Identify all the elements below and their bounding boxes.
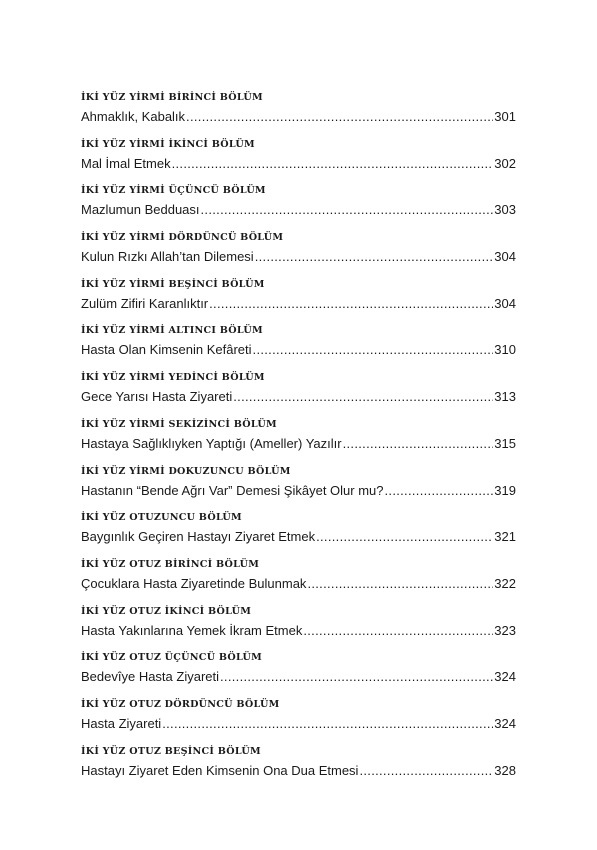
dot-leader bbox=[316, 528, 493, 545]
chapter-heading: İKİ YÜZ OTUZ İKİNCİ BÖLÜM bbox=[81, 605, 252, 617]
toc-line[interactable] bbox=[81, 388, 516, 405]
entry-title: Bedevîye Hasta Ziyareti bbox=[81, 669, 220, 685]
toc-line[interactable] bbox=[81, 575, 516, 592]
chapter-heading: İKİ YÜZ OTUZ ÜÇÜNCÜ BÖLÜM bbox=[81, 652, 262, 664]
dot-leader bbox=[385, 482, 494, 499]
entry-title: Hasta Ziyareti bbox=[81, 715, 162, 731]
toc-line[interactable] bbox=[81, 715, 516, 732]
chapter-heading: İKİ YÜZ OTUZUNCU BÖLÜM bbox=[81, 512, 242, 524]
chapter-heading: İKİ YÜZ YİRMİ İKİNCİ BÖLÜM bbox=[81, 138, 255, 150]
toc-line[interactable] bbox=[81, 435, 516, 452]
entry-title: Mazlumun Bedduası bbox=[81, 202, 200, 218]
toc-entry bbox=[81, 372, 516, 419]
page-number: 328 bbox=[494, 762, 516, 778]
chapter-heading: İKİ YÜZ OTUZ BEŞİNCİ BÖLÜM bbox=[81, 745, 261, 757]
dot-leader bbox=[359, 762, 493, 779]
page-number: 310 bbox=[494, 342, 516, 358]
page-number: 304 bbox=[494, 249, 516, 265]
entry-title: Zulüm Zifiri Karanlıktır bbox=[81, 295, 209, 311]
chapter-heading: İKİ YÜZ YİRMİ DÖRDÜNCÜ BÖLÜM bbox=[81, 232, 284, 244]
dot-leader bbox=[201, 201, 494, 218]
toc-entry bbox=[81, 325, 516, 372]
entry-title: Mal İmal Etmek bbox=[81, 155, 171, 171]
page-number: 303 bbox=[494, 202, 516, 218]
page-number: 324 bbox=[494, 669, 516, 685]
toc-line[interactable] bbox=[81, 155, 516, 172]
chapter-heading: İKİ YÜZ YİRMİ ÜÇÜNCÜ BÖLÜM bbox=[81, 185, 266, 197]
toc-entry bbox=[81, 279, 516, 326]
toc-entry bbox=[81, 746, 516, 793]
entry-title: Çocuklara Hasta Ziyaretinde Bulunmak bbox=[81, 575, 307, 591]
entry-title: Hasta Olan Kimsenin Kefâreti bbox=[81, 342, 252, 358]
toc-line[interactable] bbox=[81, 528, 516, 545]
toc-line[interactable] bbox=[81, 762, 516, 779]
toc-entry bbox=[81, 652, 516, 699]
page-number: 313 bbox=[494, 389, 516, 405]
entry-title: Hastayı Ziyaret Eden Kimsenin Ona Dua Etmesi bbox=[81, 762, 359, 778]
page-number: 315 bbox=[494, 435, 516, 451]
toc-entry bbox=[81, 419, 516, 466]
toc-line[interactable] bbox=[81, 341, 516, 358]
toc-entry bbox=[81, 606, 516, 653]
dot-leader bbox=[220, 668, 493, 685]
dot-leader bbox=[253, 341, 494, 358]
toc-entry bbox=[81, 699, 516, 746]
toc-entry bbox=[81, 92, 516, 139]
page-number: 324 bbox=[494, 715, 516, 731]
toc-line[interactable] bbox=[81, 108, 516, 125]
entry-title: Kulun Rızkı Allah’tan Dilemesi bbox=[81, 249, 254, 265]
chapter-heading: İKİ YÜZ YİRMİ YEDİNCİ BÖLÜM bbox=[81, 372, 265, 384]
entry-title: Hastanın “Bende Ağrı Var” Demesi Şikâyet Olur mu? bbox=[81, 482, 384, 498]
entry-title: Gece Yarısı Hasta Ziyareti bbox=[81, 389, 233, 405]
toc-entry bbox=[81, 466, 516, 513]
chapter-heading: İKİ YÜZ OTUZ DÖRDÜNCÜ BÖLÜM bbox=[81, 698, 280, 710]
page-number: 321 bbox=[494, 529, 516, 545]
toc-entry bbox=[81, 559, 516, 606]
toc-line[interactable] bbox=[81, 622, 516, 639]
table-of-contents bbox=[81, 92, 516, 792]
toc-entry bbox=[81, 139, 516, 186]
dot-leader bbox=[343, 435, 494, 452]
dot-leader bbox=[162, 715, 493, 732]
toc-entry bbox=[81, 232, 516, 279]
chapter-heading: İKİ YÜZ YİRMİ DOKUZUNCU BÖLÜM bbox=[81, 465, 291, 477]
chapter-heading: İKİ YÜZ OTUZ BİRİNCİ BÖLÜM bbox=[81, 558, 260, 570]
toc-line[interactable] bbox=[81, 482, 516, 499]
page-number: 319 bbox=[494, 482, 516, 498]
page-number: 322 bbox=[494, 575, 516, 591]
toc-line[interactable] bbox=[81, 668, 516, 685]
dot-leader bbox=[233, 388, 493, 405]
toc-line[interactable] bbox=[81, 201, 516, 218]
chapter-heading: İKİ YÜZ YİRMİ BEŞİNCİ BÖLÜM bbox=[81, 278, 265, 290]
dot-leader bbox=[307, 575, 493, 592]
toc-entry bbox=[81, 185, 516, 232]
dot-leader bbox=[255, 248, 494, 265]
page-number: 301 bbox=[494, 109, 516, 124]
entry-title: Hasta Yakınlarına Yemek İkram Etmek bbox=[81, 622, 303, 638]
entry-title: Hastaya Sağlıklıyken Yaptığı (Ameller) Yazılır bbox=[81, 435, 342, 451]
toc-line[interactable] bbox=[81, 248, 516, 265]
toc-entry bbox=[81, 512, 516, 559]
page-number: 304 bbox=[494, 295, 516, 311]
chapter-heading: İKİ YÜZ YİRMİ BİRİNCİ BÖLÜM bbox=[81, 92, 263, 103]
dot-leader bbox=[172, 155, 494, 172]
chapter-heading: İKİ YÜZ YİRMİ SEKİZİNCİ BÖLÜM bbox=[81, 418, 277, 430]
entry-title: Ahmaklık, Kabalık bbox=[81, 109, 186, 124]
page-number: 323 bbox=[494, 622, 516, 638]
chapter-heading: İKİ YÜZ YİRMİ ALTINCI BÖLÜM bbox=[81, 325, 263, 337]
dot-leader bbox=[209, 295, 493, 312]
dot-leader bbox=[186, 108, 493, 125]
dot-leader bbox=[303, 622, 493, 639]
entry-title: Baygınlık Geçiren Hastayı Ziyaret Etmek bbox=[81, 529, 316, 545]
page-number: 302 bbox=[494, 155, 516, 171]
toc-line[interactable] bbox=[81, 295, 516, 312]
